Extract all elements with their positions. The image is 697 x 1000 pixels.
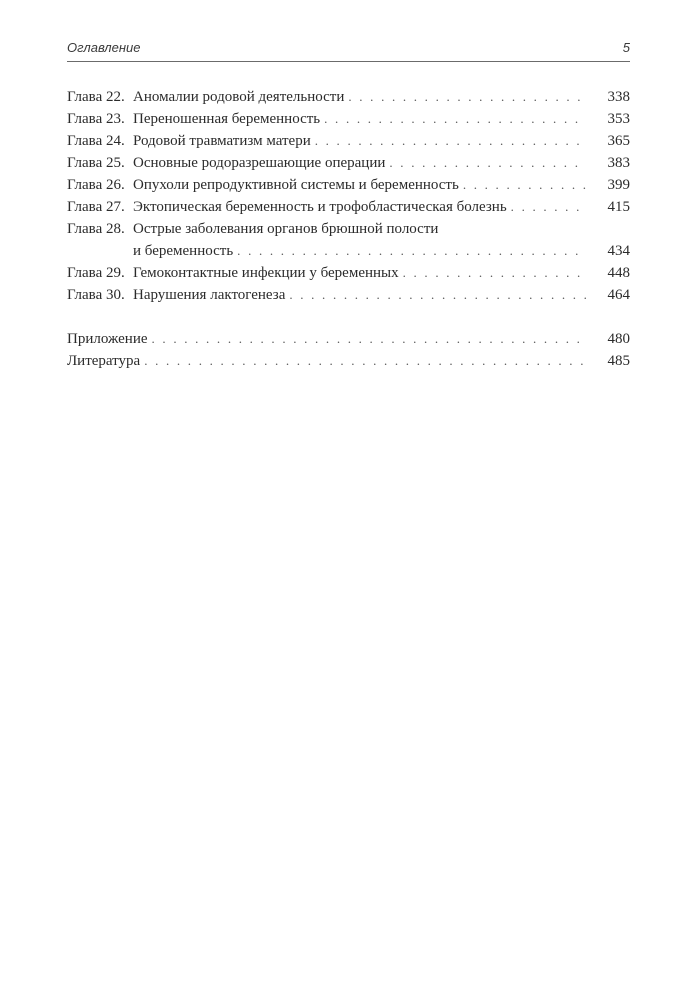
dot-leader [324,108,586,130]
dot-leader [348,86,586,108]
chapter-label: Глава 30. [67,287,125,303]
chapter-title: Аномалии родовой деятельности [133,89,345,105]
entry-title: Приложение [67,331,148,347]
toc-entry-chapter-26[interactable] [67,174,630,196]
chapter-page-number: 415 [607,199,630,215]
running-head [67,38,630,58]
dot-leader [237,240,586,262]
dot-leader [511,196,586,218]
chapter-title-line-2: и беременность [133,243,234,259]
dot-leader [144,350,586,372]
dot-leader [289,284,586,306]
dot-leader [463,174,586,196]
chapter-title: Эктопическая беременность и трофобластическая болезнь [133,199,507,215]
chapter-label: Глава 28. [67,221,125,237]
toc-entry-chapter-29[interactable] [67,262,630,284]
chapter-page-number: 448 [607,265,630,281]
chapter-title: Переношенная беременность [133,111,321,127]
toc-entry-chapter-27[interactable] [67,196,630,218]
chapter-title: Опухоли репродуктивной системы и беременность [133,177,459,193]
dot-leader [315,130,586,152]
toc-entry-chapter-25[interactable] [67,152,630,174]
chapter-title-line-1: Острые заболевания органов брюшной полости [133,221,439,237]
dot-leader [152,328,586,350]
chapter-title: Родовой травматизм матери [133,133,311,149]
toc-entry-chapter-23[interactable] [67,108,630,130]
chapter-title: Основные родоразрешающие операции [133,155,386,171]
entry-page-number: 480 [607,331,630,347]
running-head-page-number: 5 [622,40,630,55]
toc-entry-chapter-22[interactable] [67,86,630,108]
toc-entry-chapter-24[interactable] [67,130,630,152]
dot-leader [389,152,586,174]
running-head-title: Оглавление [67,40,141,55]
chapter-title: Нарушения лактогенеза [133,287,286,303]
entry-page-number: 485 [607,353,630,369]
toc-entry-appendix[interactable] [67,328,630,350]
toc-spacer [67,306,630,328]
table-of-contents [67,86,630,372]
chapter-label: Глава 24. [67,133,125,149]
chapter-page-number: 434 [607,243,630,259]
chapter-page-number: 353 [607,111,630,127]
chapter-label: Глава 27. [67,199,125,215]
entry-title: Литература [67,353,141,369]
chapter-label: Глава 29. [67,265,125,281]
chapter-label: Глава 22. [67,89,125,105]
chapter-page-number: 399 [607,177,630,193]
toc-entry-chapter-28[interactable] [67,218,630,262]
chapter-label: Глава 25. [67,155,125,171]
toc-entry-bibliography[interactable] [67,350,630,372]
header-rule [67,61,630,62]
chapter-page-number: 338 [607,89,630,105]
dot-leader [403,262,586,284]
chapter-page-number: 365 [607,133,630,149]
chapter-page-number: 464 [607,287,630,303]
chapter-title: Гемоконтактные инфекции у беременных [133,265,399,281]
chapter-page-number: 383 [607,155,630,171]
toc-entry-chapter-30[interactable] [67,284,630,306]
chapter-label: Глава 26. [67,177,125,193]
chapter-label: Глава 23. [67,111,125,127]
